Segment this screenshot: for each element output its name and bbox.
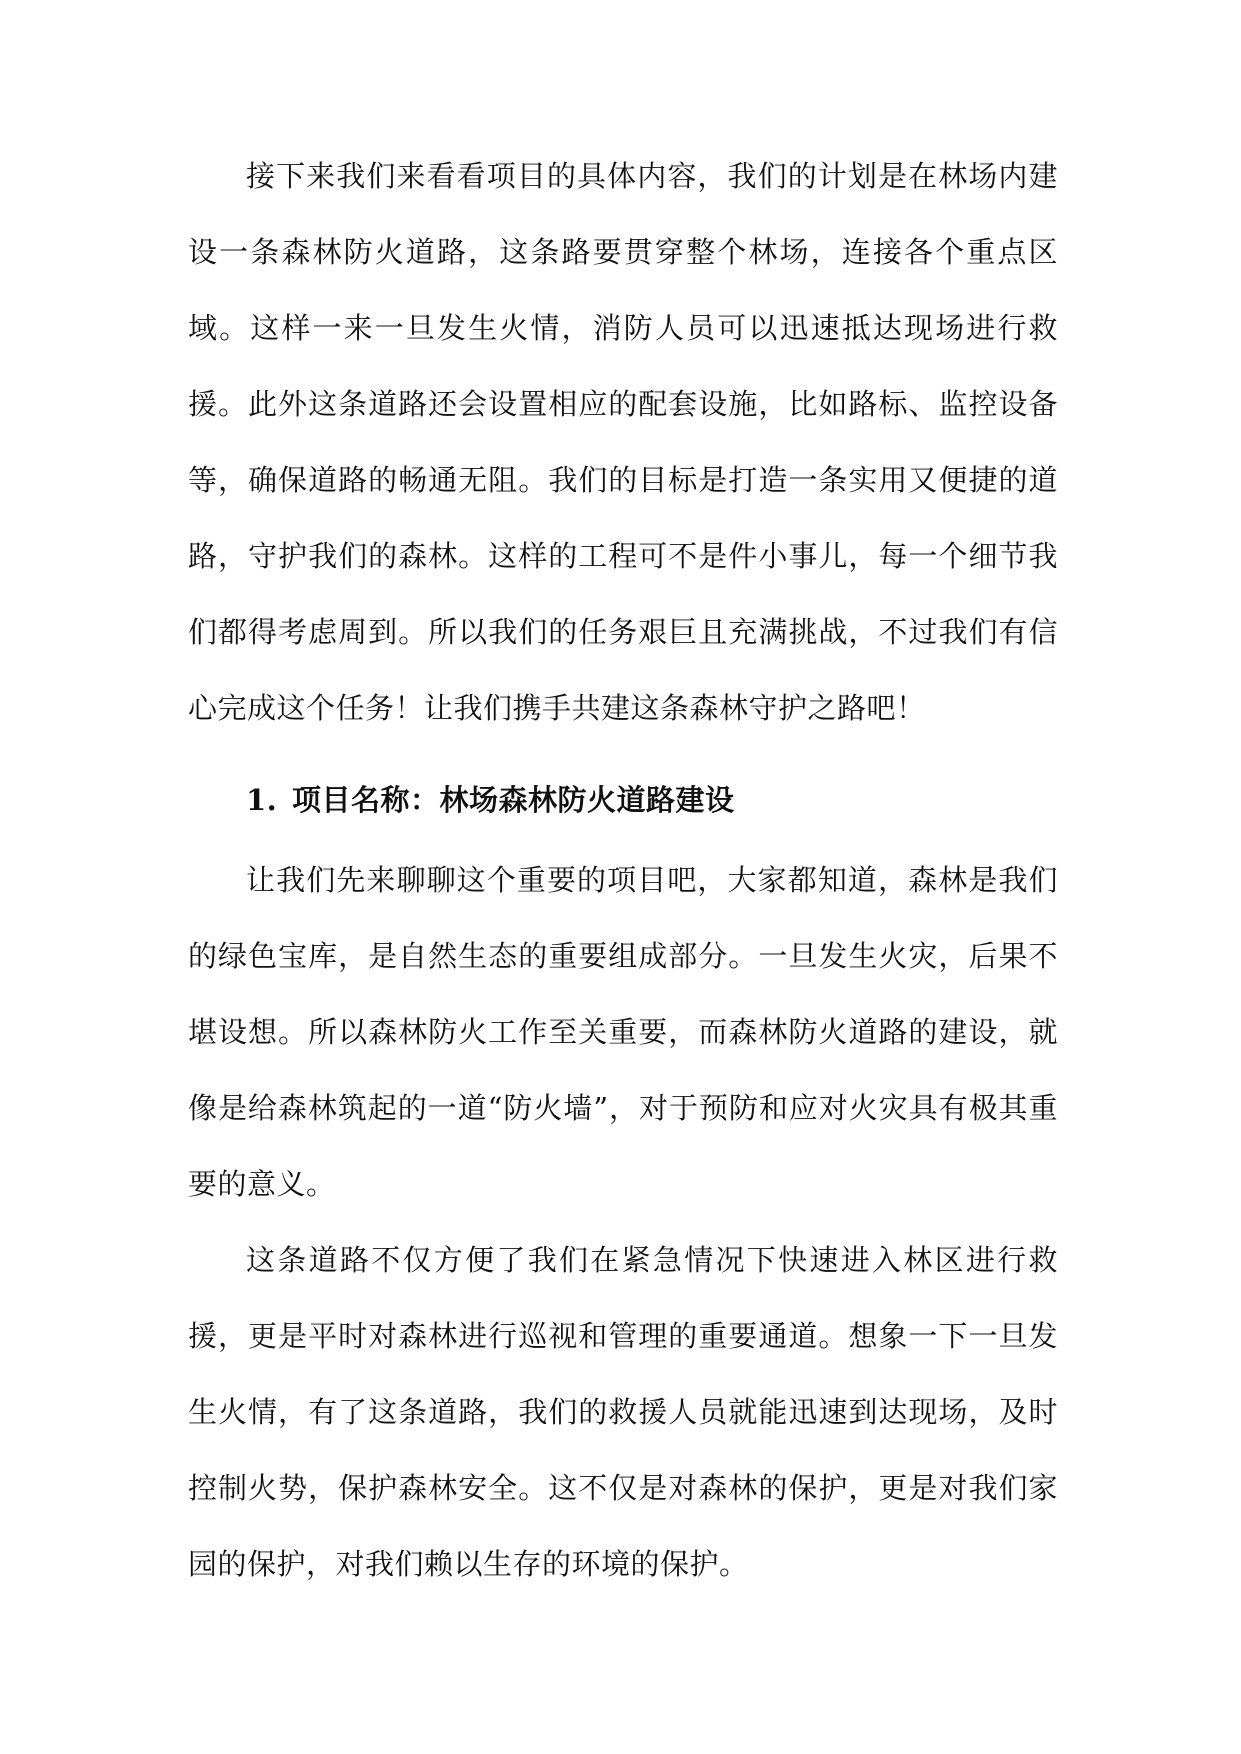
section-title: 项目名称：林场森林防火道路建设 bbox=[292, 783, 735, 817]
paragraph-project-content: 接下来我们来看看项目的具体内容，我们的计划是在林场内建设一条森林防火道路，这条路要贯穿整个林场，连接各个重点区域。这样一来一旦发生火情，消防人员可以迅速抵达现场进行救援。此外这条道路还会设置相应的配套设施，比如路标、监控设备等，确保道路的畅通无阻。我们的目标是打造一条实用又便捷的道路，守护我们的森林。这样的工程可不是件小事儿，每一个细节我们都得考虑周到。所以我们的任务艰巨且充满挑战，不过我们有信心完成这个任务！让我们携手共建这条森林守护之路吧！ bbox=[188, 159, 1058, 725]
document-body bbox=[188, 138, 1058, 1602]
paragraph-road-benefits: 这条道路不仅方便了我们在紧急情况下快速进入林区进行救援，更是平时对森林进行巡视和管理的重要通道。想象一下一旦发生火情，有了这条道路，我们的救援人员就能迅速到达现场，及时控制火势，保护森林安全。这不仅是对森林的保护，更是对我们家园的保护，对我们赖以生存的环境的保护。 bbox=[188, 1243, 1058, 1581]
section-number: 1. bbox=[246, 783, 278, 817]
paragraph-project-importance: 让我们先来聊聊这个重要的项目吧，大家都知道，森林是我们的绿色宝库，是自然生态的重要组成部分。一旦发生火灾，后果不堪设想。所以森林防火工作至关重要，而森林防火道路的建设，就像是给森林筑起的一道“防火墙”，对于预防和应对火灾具有极其重要的意义。 bbox=[188, 863, 1058, 1201]
section-heading bbox=[188, 762, 1058, 838]
